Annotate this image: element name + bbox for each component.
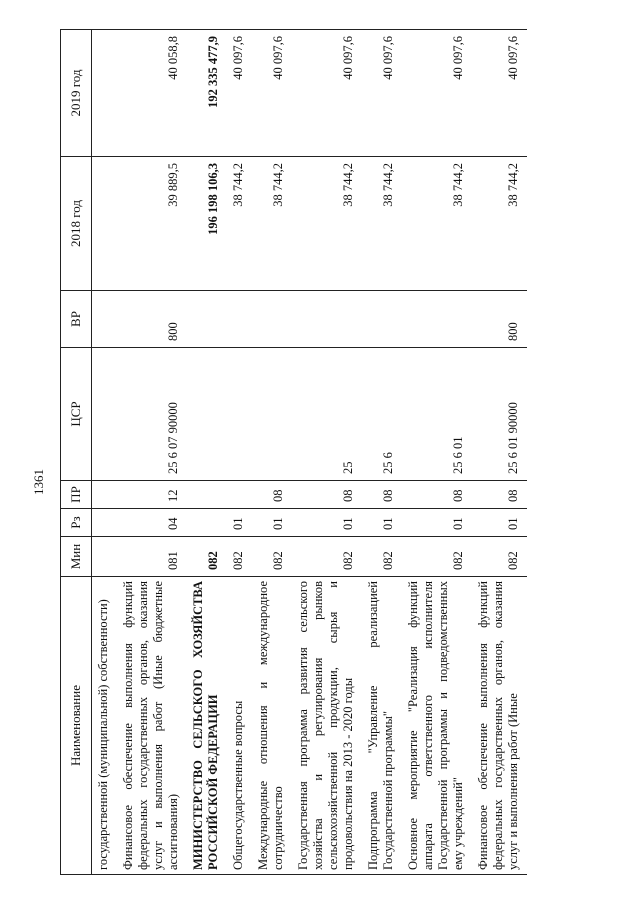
row-min-cell	[92, 537, 118, 577]
row-2019-cell: 40 058,8	[117, 30, 187, 157]
row-2018-cell: 196 198 106,3	[187, 157, 227, 291]
row-2019-cell: 40 097,6	[252, 30, 292, 157]
row-csr-cell: 25 6 01	[402, 348, 472, 481]
row-2019-cell: 40 097,6	[402, 30, 472, 157]
row-min-cell: 082	[227, 537, 252, 577]
row-vr-cell: 800	[472, 291, 527, 348]
row-2019-cell: 40 097,6	[292, 30, 362, 157]
row-2018-cell	[92, 157, 118, 291]
header-vr: ВР	[61, 291, 92, 348]
row-csr-cell: 25 6 07 90000	[117, 348, 187, 481]
row-rz-cell: 04	[117, 509, 187, 537]
row-csr-cell: 25	[292, 348, 362, 481]
row-2018-cell: 38 744,2	[472, 157, 527, 291]
table-row	[92, 30, 118, 875]
row-min-cell: 082	[472, 537, 527, 577]
row-pr-cell	[227, 481, 252, 509]
row-csr-cell	[227, 348, 252, 481]
row-pr-cell: 08	[362, 481, 402, 509]
row-vr-cell	[292, 291, 362, 348]
row-vr-cell	[252, 291, 292, 348]
row-pr-cell: 08	[292, 481, 362, 509]
row-pr-cell: 08	[252, 481, 292, 509]
table-row	[402, 30, 472, 875]
row-pr-cell: 12	[117, 481, 187, 509]
header-min: Мин	[61, 537, 92, 577]
row-2019-cell: 40 097,6	[472, 30, 527, 157]
row-name-cell: Финансовое обеспечение выполнения функций федеральных государственных органов, оказания услуг и выполнения работ (Иные	[472, 577, 527, 875]
row-rz-cell: 01	[402, 509, 472, 537]
table-row	[292, 30, 362, 875]
row-2018-cell: 38 744,2	[362, 157, 402, 291]
row-2018-cell: 38 744,2	[227, 157, 252, 291]
row-rz-cell: 01	[362, 509, 402, 537]
row-rz-cell: 01	[472, 509, 527, 537]
row-rz-cell	[92, 509, 118, 537]
row-vr-cell	[362, 291, 402, 348]
row-vr-cell: 800	[117, 291, 187, 348]
row-2018-cell: 38 744,2	[402, 157, 472, 291]
row-min-cell: 082	[402, 537, 472, 577]
row-csr-cell	[92, 348, 118, 481]
page-number	[28, 462, 50, 502]
header-csr: ЦСР	[61, 348, 92, 481]
row-csr-cell	[187, 348, 227, 481]
table-row	[472, 30, 527, 875]
row-2019-cell: 40 097,6	[227, 30, 252, 157]
row-min-cell: 082	[362, 537, 402, 577]
row-2018-cell: 39 889,5	[117, 157, 187, 291]
row-2018-cell: 38 744,2	[292, 157, 362, 291]
header-2018: 2018 год	[61, 157, 92, 291]
header-rz: Рз	[61, 509, 92, 537]
row-min-cell: 082	[292, 537, 362, 577]
page-number-text: 1361	[31, 469, 46, 495]
row-rz-cell	[187, 509, 227, 537]
row-csr-cell: 25 6	[362, 348, 402, 481]
row-name-cell: Международные отношения и международное сотрудничество	[252, 577, 292, 875]
row-rz-cell: 01	[292, 509, 362, 537]
budget-table	[60, 29, 527, 875]
row-name-cell: Финансовое обеспечение выполнения функций федеральных государственных органов, оказания услуг и выполнения работ (Иные бюджетные ассигнования)	[117, 577, 187, 875]
row-rz-cell: 01	[227, 509, 252, 537]
row-vr-cell	[92, 291, 118, 348]
row-vr-cell	[227, 291, 252, 348]
row-pr-cell: 08	[472, 481, 527, 509]
row-pr-cell	[187, 481, 227, 509]
header-2019: 2019 год	[61, 30, 92, 157]
row-vr-cell	[187, 291, 227, 348]
row-name-cell: государственной (муниципальной) собственности)	[92, 577, 118, 875]
row-vr-cell	[402, 291, 472, 348]
row-name-cell: Основное мероприятие "Реализация функций аппарата ответственного исполнителя Государственной программы и подведомственных ему учреждений"	[402, 577, 472, 875]
row-name-cell: Государственная программа развития сельского хозяйства и регулирования рынков сельскохозяйственной продукции, сырья и продовольствия на 2013 - 2020 годы	[292, 577, 362, 875]
row-name-cell: Подпрограмма "Управление реализацией Государственной программы"	[362, 577, 402, 875]
row-csr-cell: 25 6 01 90000	[472, 348, 527, 481]
row-min-cell: 082	[252, 537, 292, 577]
row-name-cell: МИНИСТЕРСТВО СЕЛЬСКОГО ХОЗЯЙСТВА РОССИЙСКОЙ ФЕДЕРАЦИИ	[187, 577, 227, 875]
row-pr-cell: 08	[402, 481, 472, 509]
header-pr: ПР	[61, 481, 92, 509]
table-row	[252, 30, 292, 875]
row-pr-cell	[92, 481, 118, 509]
table-row	[362, 30, 402, 875]
row-csr-cell	[252, 348, 292, 481]
row-2019-cell: 192 335 477,9	[187, 30, 227, 157]
row-2019-cell	[92, 30, 118, 157]
row-2019-cell: 40 097,6	[362, 30, 402, 157]
row-min-cell: 081	[117, 537, 187, 577]
budget-table-container	[60, 30, 588, 875]
row-name-cell: Общегосударственные вопросы	[227, 577, 252, 875]
table-header-row	[61, 30, 92, 875]
table-row	[117, 30, 187, 875]
table-row	[187, 30, 227, 875]
row-min-cell: 082	[187, 537, 227, 577]
row-rz-cell: 01	[252, 509, 292, 537]
row-2018-cell: 38 744,2	[252, 157, 292, 291]
header-name: Наименование	[61, 577, 92, 875]
table-row	[227, 30, 252, 875]
